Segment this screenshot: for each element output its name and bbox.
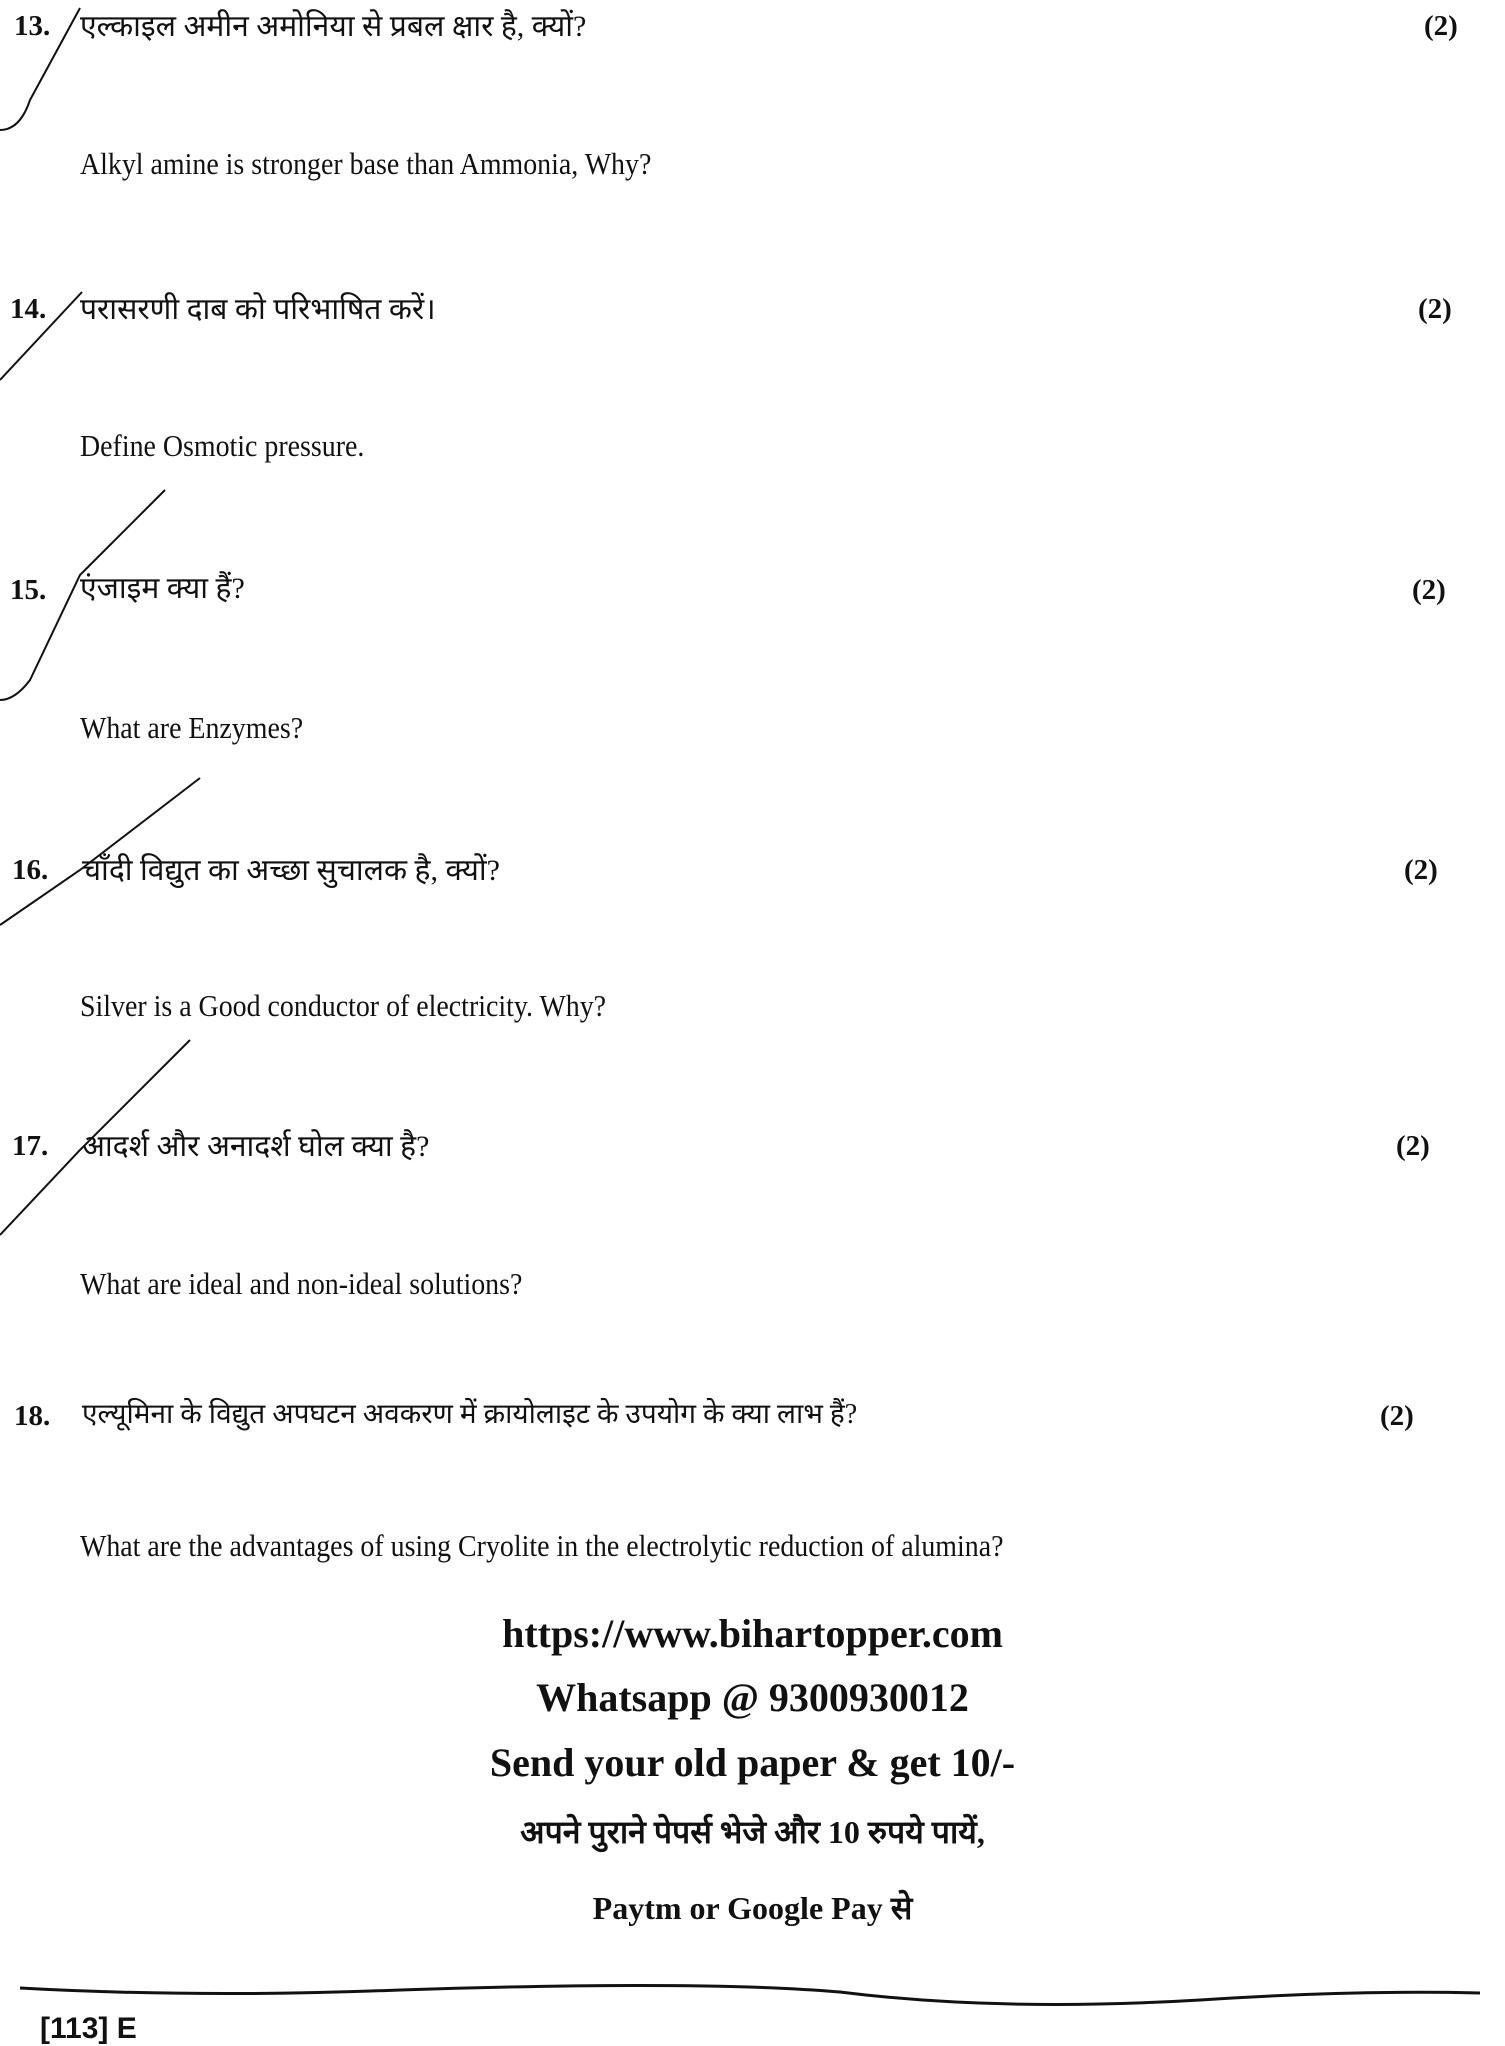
question-marks: (2) — [1412, 574, 1446, 606]
question-number: 15. — [10, 574, 47, 606]
question-hindi: चाँदी विद्युत का अच्छा सुचालक है, क्यों? — [82, 854, 500, 887]
question-number: 17. — [12, 1130, 49, 1162]
promo-payment: Paytm or Google Pay से — [592, 1890, 913, 1926]
question-marks: (2) — [1396, 1130, 1430, 1162]
promo-whatsapp: Whatsapp @ 9300930012 — [536, 1675, 969, 1720]
footer-rule — [20, 1985, 1480, 2004]
question-english: Define Osmotic pressure. — [80, 428, 365, 463]
question-hindi: परासरणी दाब को परिभाषित करें। — [80, 293, 436, 326]
question-marks: (2) — [1424, 10, 1458, 42]
question-english: Alkyl amine is stronger base than Ammonia, Why? — [80, 146, 652, 181]
question-hindi: एंजाइम क्या हैं? — [80, 572, 245, 605]
question-number: 16. — [12, 854, 49, 886]
question-marks: (2) — [1404, 854, 1438, 886]
question-marks: (2) — [1418, 293, 1452, 325]
question-hindi: आदर्श और अनादर्श घोल क्या है? — [82, 1130, 430, 1163]
question-number: 13. — [14, 10, 51, 42]
question-number: 14. — [10, 293, 47, 325]
question-hindi: एल्यूमिना के विद्युत अपघटन अवकरण में क्रायोलाइट के उपयोग के क्या लाभ हैं? — [82, 1399, 858, 1430]
page-code: [113] E — [40, 2012, 137, 2045]
promo-url: https://www.bihartopper.com — [502, 1611, 1003, 1656]
promo-offer-hindi: अपने पुराने पेपर्स भेजे और 10 रुपये पायें, — [520, 1814, 985, 1850]
question-english: What are the advantages of using Cryolite in the electrolytic reduction of alumina? — [80, 1528, 1004, 1563]
question-marks: (2) — [1380, 1400, 1414, 1432]
question-number: 18. — [14, 1400, 51, 1432]
question-english: Silver is a Good conductor of electricity. Why? — [80, 988, 607, 1023]
question-english: What are ideal and non-ideal solutions? — [80, 1266, 523, 1301]
promo-offer-english: Send your old paper & get 10/- — [489, 1740, 1016, 1785]
question-hindi: एल्काइल अमीन अमोनिया से प्रबल क्षार है, क्यों? — [80, 10, 587, 43]
question-english: What are Enzymes? — [80, 710, 304, 745]
